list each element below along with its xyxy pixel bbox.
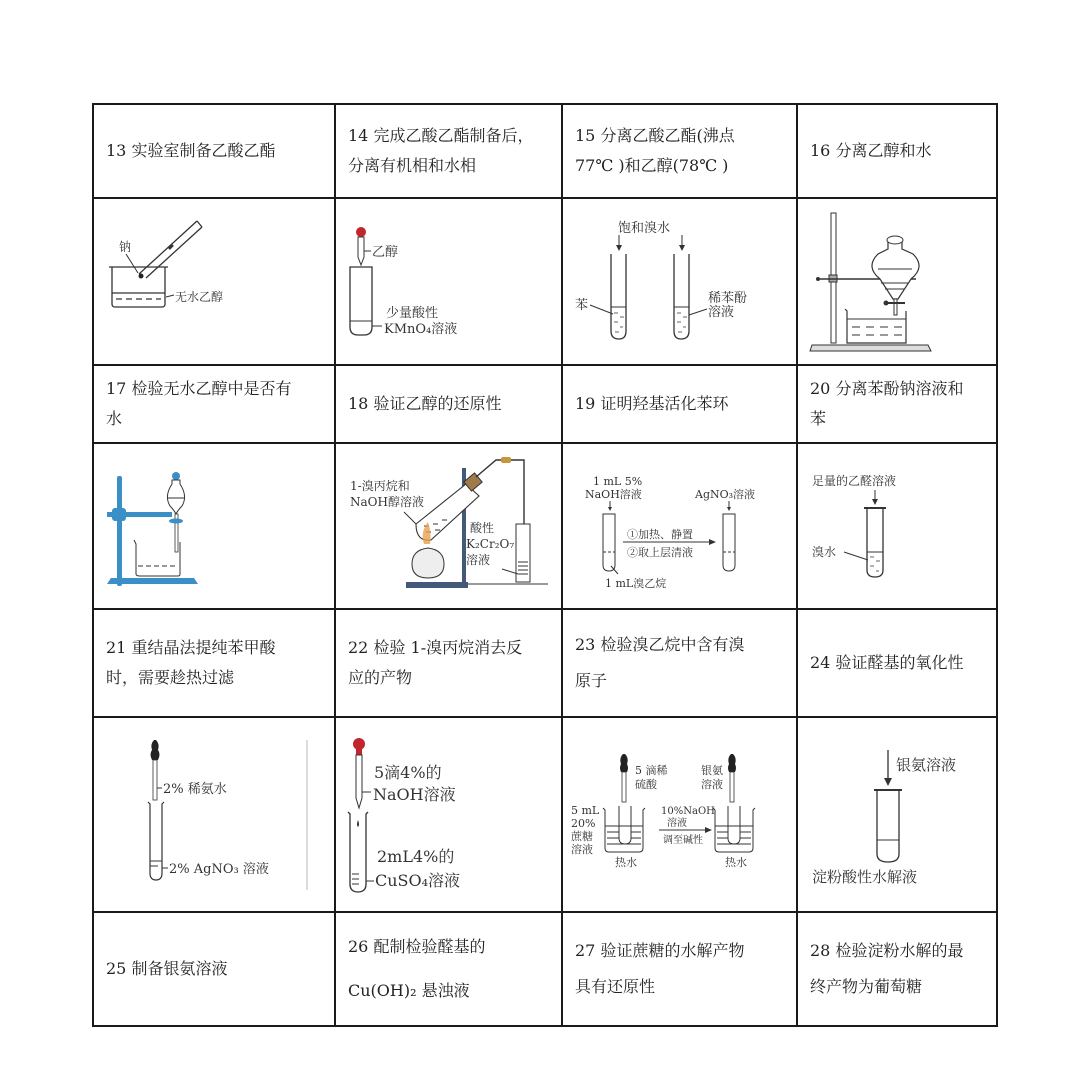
label-2ml: 2mL4%的 (377, 847, 455, 866)
figure-ethanol-kmno4 (335, 198, 562, 365)
dropper-bulb (356, 227, 366, 237)
figure-acetaldehyde-bromine (797, 443, 997, 609)
separatory-funnel-diagram (798, 199, 996, 364)
label-bromoethane: 1 mL溴乙烷 (605, 577, 667, 590)
label-benzene: 苯 (575, 298, 589, 313)
label-kmno4: KMnO₄溶液 (384, 322, 458, 337)
figure-silver-ammonia (93, 717, 335, 912)
label-hot-water-2: 热水 (725, 856, 747, 869)
label-starch-hydrolysate: 淀粉酸性水解液 (812, 868, 918, 886)
title-row (93, 912, 997, 1026)
cell-18-title: 18 验证乙醇的还原性 (335, 365, 562, 443)
figure-sucrose-hydrolysis (562, 717, 797, 912)
sodium-ethanol-diagram (94, 199, 334, 364)
bromoethane-diagram (563, 444, 796, 608)
cell-26-title: 26 配制检验醛基的 Cu(OH)₂ 悬浊液 (335, 912, 562, 1026)
figure-elimination-apparatus (335, 443, 562, 609)
starch-diagram (798, 718, 996, 911)
label-acidic: 酸性 (470, 521, 495, 535)
figure-separatory-funnel-bw (797, 198, 997, 365)
title-row (93, 609, 997, 717)
cuoh2-diagram (336, 718, 561, 911)
label-sucrose: 蔗糖 (571, 830, 593, 843)
label-bromopropane: 1-溴丙烷和 (350, 479, 410, 493)
cell-14-title: 14 完成乙酸乙酯制备后， 分离有机相和水相 (335, 104, 562, 198)
cell-27-title: 27 验证蔗糖的水解产物 具有还原性 (562, 912, 797, 1026)
label-20pct: 20% (571, 817, 596, 830)
cell-21-title: 21 重结晶法提纯苯甲酸 时，需要趁热过滤 (93, 609, 335, 717)
figure-row (93, 717, 997, 912)
figure-row (93, 198, 997, 365)
figure-starch-hydrolysis (797, 717, 997, 912)
label-naoh-alcohol: NaOH醇溶液 (350, 495, 424, 509)
label-acetaldehyde: 足量的乙醛溶液 (812, 474, 897, 488)
label-solution: 溶液 (708, 305, 735, 320)
label-silver-ammonia: 银氨 (701, 764, 723, 777)
label-cuso4: CuSO₄溶液 (375, 871, 461, 890)
experiment-table (92, 103, 998, 1027)
label-sat-bromine: 饱和溴水 (618, 221, 671, 236)
label-silver-ammonia: 银氨溶液 (896, 756, 957, 774)
label-adjust-alkaline: 调至碱性 (663, 835, 703, 846)
cell-17-title: 17 检验无水乙醇中是否有 水 (93, 365, 335, 443)
figure-row (93, 443, 997, 609)
label-hot-water-1: 热水 (615, 856, 637, 869)
title-row (93, 365, 997, 443)
label-step2: ②取上层清液 (627, 546, 693, 559)
cell-15-title: 15 分离乙酸乙酯(沸点 77℃ )和乙醇(78℃ ) (562, 104, 797, 198)
bromine-water-diagram (563, 199, 796, 364)
label-ammonia: 2% 稀氨水 (163, 782, 227, 797)
label-solution: 溶液 (466, 553, 491, 567)
acetaldehyde-diagram (798, 444, 996, 608)
label-5-drops: 5 滴稀 (635, 764, 668, 777)
cell-25-title: 25 制备银氨溶液 (93, 912, 335, 1026)
cell-28-title: 28 检验淀粉水解的最 终产物为葡萄糖 (797, 912, 997, 1026)
label-sulfuric: 硫酸 (635, 778, 657, 791)
label-naoh-solution: 溶液 (667, 818, 687, 829)
label-dilute-phenol: 稀苯酚 (708, 291, 748, 306)
sucrose-diagram (563, 718, 796, 911)
cell-19-title: 19 证明羟基活化苯环 (562, 365, 797, 443)
cell-16-title: 16 分离乙醇和水 (797, 104, 997, 198)
label-step1: ①加热、静置 (627, 528, 693, 541)
label-bromine-water: 溴水 (812, 545, 837, 559)
cell-13-title: 13 实验室制备乙酸乙酯 (93, 104, 335, 198)
label-sodium: 钠 (119, 240, 132, 254)
label-acidic: 少量酸性 (386, 306, 439, 321)
label-solution: 溶液 (571, 843, 593, 856)
label-solution: 溶液 (701, 778, 723, 791)
label-agno3: 2% AgNO₃ 溶液 (169, 862, 269, 877)
label-naoh-solution: NaOH溶液 (585, 488, 642, 501)
label-10pct-naoh: 10%NaOH (661, 806, 715, 817)
figure-separatory-funnel-blue (93, 443, 335, 609)
figure-bromoethane-test (562, 443, 797, 609)
cell-22-title: 22 检验 1-溴丙烷消去反 应的产物 (335, 609, 562, 717)
figure-sodium-ethanol (93, 198, 335, 365)
figure-cuoh2-prep (335, 717, 562, 912)
label-5ml: 5 mL (571, 804, 600, 817)
blue-funnel-diagram (94, 444, 334, 608)
label-ethanol: 乙醇 (372, 245, 399, 260)
silver-ammonia-diagram (94, 718, 334, 911)
title-row (93, 104, 997, 198)
label-anhydrous-ethanol: 无水乙醇 (175, 290, 224, 304)
label-1ml-5pct: 1 mL 5% (593, 475, 643, 488)
label-agno3: AgNO₃溶液 (695, 488, 756, 501)
cell-23-title: 23 检验溴乙烷中含有溴 原子 (562, 609, 797, 717)
ethanol-kmno4-diagram (336, 199, 561, 364)
label-5-drops: 5滴4%的 (374, 763, 442, 782)
label-naoh: NaOH溶液 (373, 785, 456, 804)
figure-bromine-water (562, 198, 797, 365)
cell-20-title: 20 分离苯酚钠溶液和 苯 (797, 365, 997, 443)
label-k2cr2o7: K₂Cr₂O₇ (466, 537, 515, 551)
elimination-diagram (336, 444, 561, 608)
cell-24-title: 24 验证醛基的氧化性 (797, 609, 997, 717)
